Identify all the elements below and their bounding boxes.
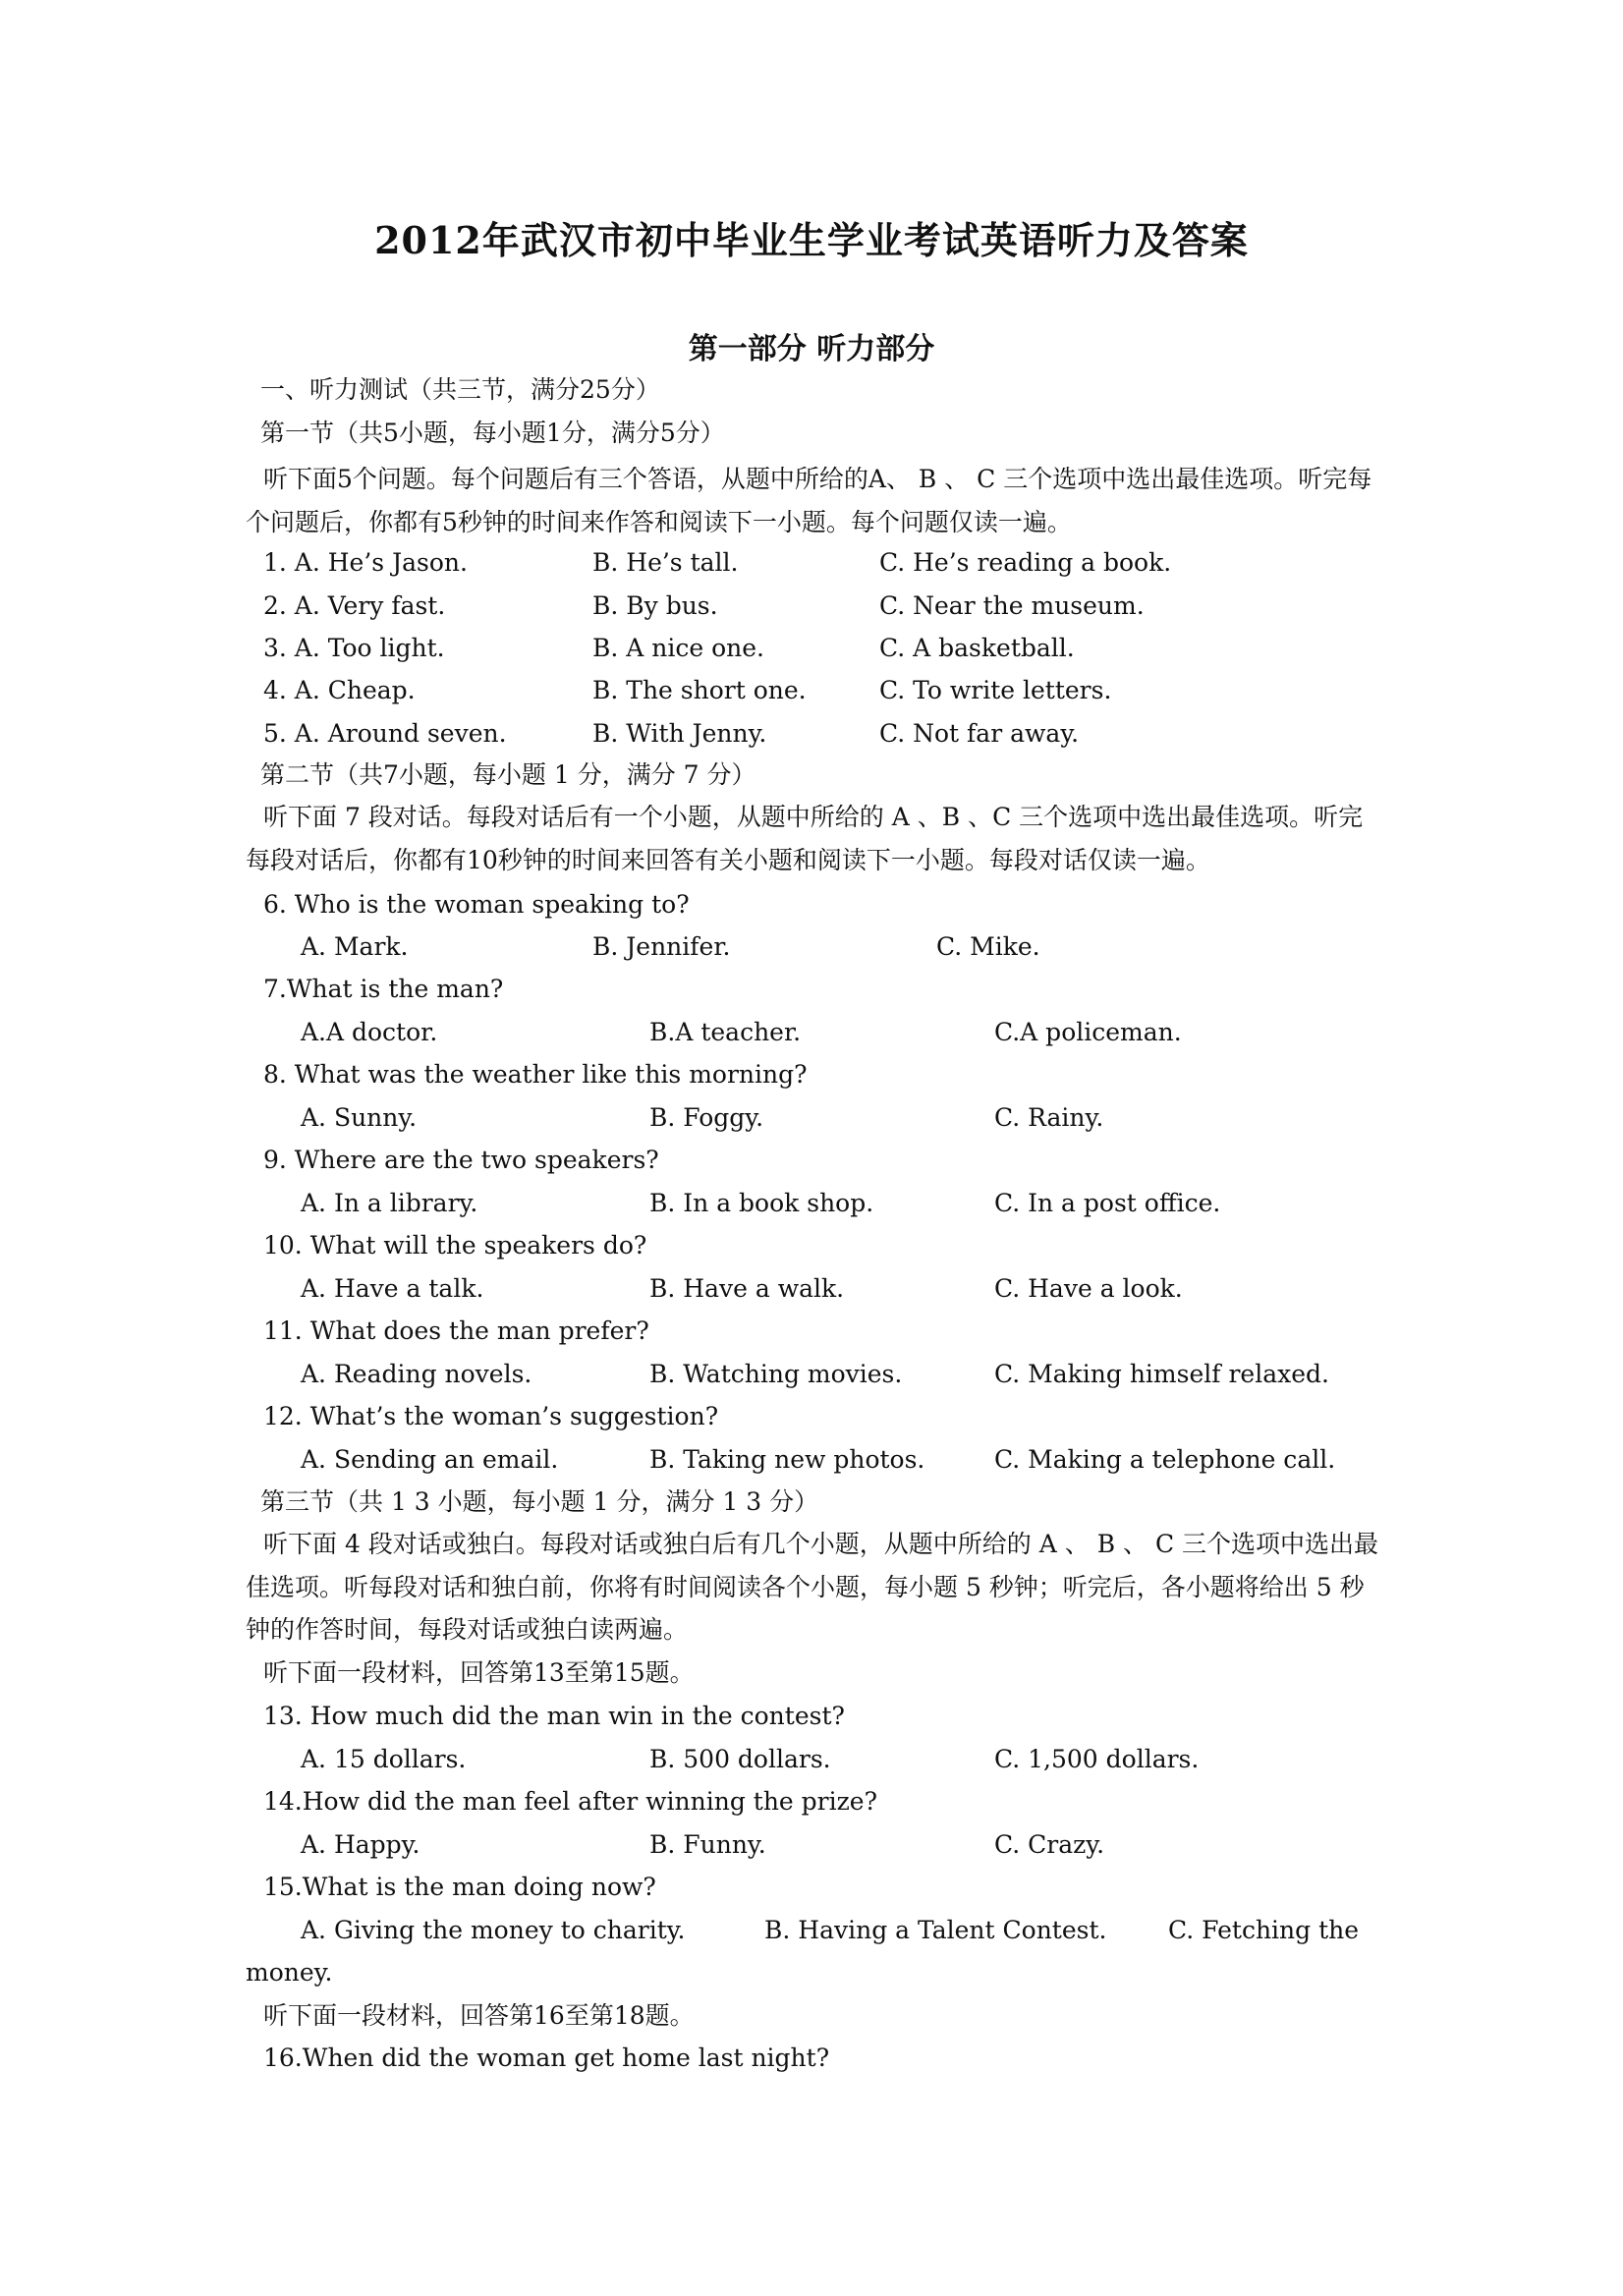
q6-option-b: B. Jennifer. [592, 932, 731, 961]
q10-option-a: A. Have a talk. [301, 1274, 484, 1303]
q11-option-c: C. Making himself relaxed. [994, 1360, 1329, 1388]
q4-option-c: C. To write letters. [879, 676, 1112, 704]
q9-option-c: C. In a post office. [994, 1189, 1221, 1217]
q4-option-b: B. The short one. [592, 676, 807, 704]
s2-header: 第二节（共7小题，每小题 1 分，满分 7 分） [260, 760, 756, 789]
q14-option-a: A. Happy. [301, 1830, 420, 1859]
q13-option-c: C. 1,500 dollars. [994, 1745, 1200, 1773]
s2-instructions: 听下面 7 段对话。每段对话后有一个小题，从题中所给的 A 、B 、C 三个选项中选出最佳选项。听完每段对话后，你都有10秒钟的时间来回答有关小题和阅读下一小题。每段对话仅读一遍。 [246, 803, 1364, 874]
s1-instructions: 听下面5个问题。每个问题后有三个答语，从题中所给的A、 B 、 C 三个选项中选出最佳选项。听完每个问题后，你都有5秒钟的时间来作答和阅读下一小题。每个问题仅读一遍。 [246, 465, 1372, 536]
q2-option-c: C. Near the museum. [879, 591, 1145, 620]
q15-option-b: B. Having a Talent Contest. [764, 1916, 1107, 1944]
q10-option-b: B. Have a walk. [649, 1274, 845, 1303]
q10-question: 10. What will the speakers do? [263, 1231, 647, 1260]
q9-option-a: A. In a library. [301, 1189, 478, 1217]
q13-question: 13. How much did the man win in the contest? [263, 1702, 845, 1730]
q14-question: 14.How did the man feel after winning the prize? [263, 1787, 877, 1816]
q1-option-b: B. He’s tall. [592, 548, 739, 577]
part-title: 第一部分 听力部分 [688, 332, 935, 366]
q12-option-c: C. Making a telephone call. [994, 1445, 1336, 1474]
q15-option-c: C. Fetching the [1168, 1916, 1360, 1944]
q9-question: 9. Where are the two speakers? [263, 1146, 659, 1174]
q11-question: 11. What does the man prefer? [263, 1316, 649, 1345]
q6-option-a: A. Mark. [301, 932, 409, 961]
q13-option-b: B. 500 dollars. [649, 1745, 831, 1773]
section-header: 一、听力测试（共三节，满分25分） [260, 375, 660, 404]
s1-header: 第一节（共5小题，每小题1分，满分5分） [260, 419, 725, 447]
q1-option-c: C. He’s reading a book. [879, 548, 1172, 577]
q12-question: 12. What’s the woman’s suggestion? [263, 1402, 719, 1430]
q7-option-b: B.A teacher. [649, 1018, 802, 1046]
q6-option-c: C. Mike. [936, 932, 1040, 961]
q8-question: 8. What was the weather like this morning? [263, 1060, 808, 1089]
q12-option-b: B. Taking new photos. [649, 1445, 925, 1474]
q8-option-a: A. Sunny. [301, 1103, 418, 1132]
q15-option-c-continued: money. [246, 1958, 333, 1987]
q11-option-a: A. Reading novels. [301, 1360, 532, 1388]
q11-option-b: B. Watching movies. [649, 1360, 903, 1388]
q3-option-a: 3. A. Too light. [263, 634, 445, 662]
q4-option-a: 4. A. Cheap. [263, 676, 416, 704]
q15-question: 15.What is the man doing now? [263, 1873, 656, 1901]
q6-question: 6. Who is the woman speaking to? [263, 890, 690, 919]
q5-option-b: B. With Jenny. [592, 719, 767, 748]
q8-option-b: B. Foggy. [649, 1103, 764, 1132]
q13-option-a: A. 15 dollars. [301, 1745, 467, 1773]
q10-option-c: C. Have a look. [994, 1274, 1183, 1303]
q5-option-c: C. Not far away. [879, 719, 1080, 748]
q12-option-a: A. Sending an email. [301, 1445, 559, 1474]
q16-question: 16.When did the woman get home last night? [263, 2044, 830, 2072]
q1-option-a: 1. A. He’s Jason. [263, 548, 468, 577]
q8-option-c: C. Rainy. [994, 1103, 1104, 1132]
q3-option-b: B. A nice one. [592, 634, 764, 662]
q5-option-a: 5. A. Around seven. [263, 719, 507, 748]
q7-option-a: A.A doctor. [301, 1018, 438, 1046]
q7-option-c: C.A policeman. [994, 1018, 1182, 1046]
q14-option-b: B. Funny. [649, 1830, 766, 1859]
q2-option-b: B. By bus. [592, 591, 718, 620]
material-2-note: 听下面一段材料，回答第16至第18题。 [263, 2001, 695, 2030]
q14-option-c: C. Crazy. [994, 1830, 1105, 1859]
q15-option-a: A. Giving the money to charity. [301, 1916, 686, 1944]
page-title: 2012年武汉市初中毕业生学业考试英语听力及答案 [374, 218, 1249, 262]
q7-question: 7.What is the man? [263, 975, 504, 1003]
s3-instructions: 听下面 4 段对话或独白。每段对话或独白后有几个小题，从题中所给的 A 、 B 、 C 三个选项中选出最佳选项。听每段对话和独白前，你将有时间阅读各个小题，每小题 5 秒钟；听完后，各小题将给出 5 秒钟的作答时间，每段对话或独白读两遍。 [246, 1530, 1379, 1644]
q2-option-a: 2. A. Very fast. [263, 591, 446, 620]
s3-header: 第三节（共 1 3 小题，每小题 1 分，满分 1 3 分） [260, 1487, 819, 1516]
q3-option-c: C. A basketball. [879, 634, 1075, 662]
material-1-note: 听下面一段材料，回答第13至第15题。 [263, 1658, 695, 1687]
q9-option-b: B. In a book shop. [649, 1189, 874, 1217]
